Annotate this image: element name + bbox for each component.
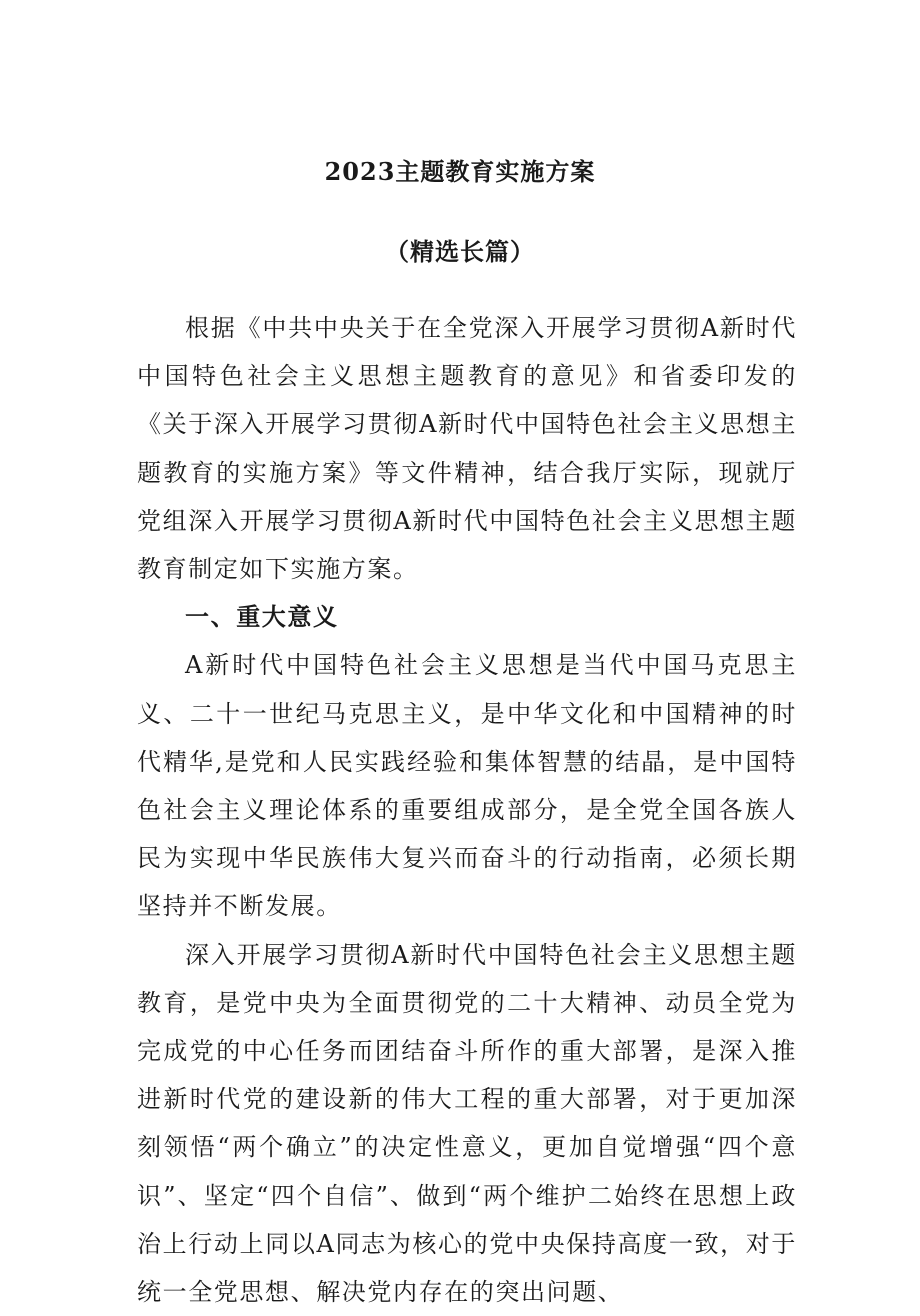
document-subtitle: （精选长篇）	[385, 237, 535, 266]
section-1-paragraph-1: A新时代中国特色社会主义思想是当代中国马克思主义、二十一世纪马克思主义，是中华文化和中国精神的时代精华,是党和人民实践经验和集体智慧的结晶，是中国特色社会主义理论体系的重要组成部分，是全党全国各族人民为实现中华民族伟大复兴而奋斗的行动指南，必须长期坚持并不断发展。	[137, 651, 797, 921]
section-1-paragraph-2: 深入开展学习贯彻A新时代中国特色社会主义思想主题教育，是党中央为全面贯彻党的二十大精神、动员全党为完成党的中心任务而团结奋斗所作的重大部署，是深入推进新时代党的建设新的伟大工程的重大部署，对于更加深刻领悟“两个确立”的决定性意义，更加自觉增强“四个意识”、坚定“四个自信”、做到“两个维护二始终在思想上政治上行动上同以A同志为核心的党中央保持高度一致，对于统一全党思想、解决党内存在的突出问题、	[137, 940, 797, 1307]
section-heading-1: 一、重大意义	[185, 602, 339, 632]
document-body	[137, 304, 797, 1316]
document-title: 2023主题教育实施方案	[324, 157, 596, 186]
intro-paragraph: 根据《中共中央关于在全党深入开展学习贯彻A新时代中国特色社会主义思想主题教育的意见》和省委印发的《关于深入开展学习贯彻A新时代中国特色社会主义思想主题教育的实施方案》等文件精神，结合我厅实际，现就厅党组深入开展学习贯彻A新时代中国特色社会主义思想主题教育制定如下实施方案。	[137, 314, 797, 584]
